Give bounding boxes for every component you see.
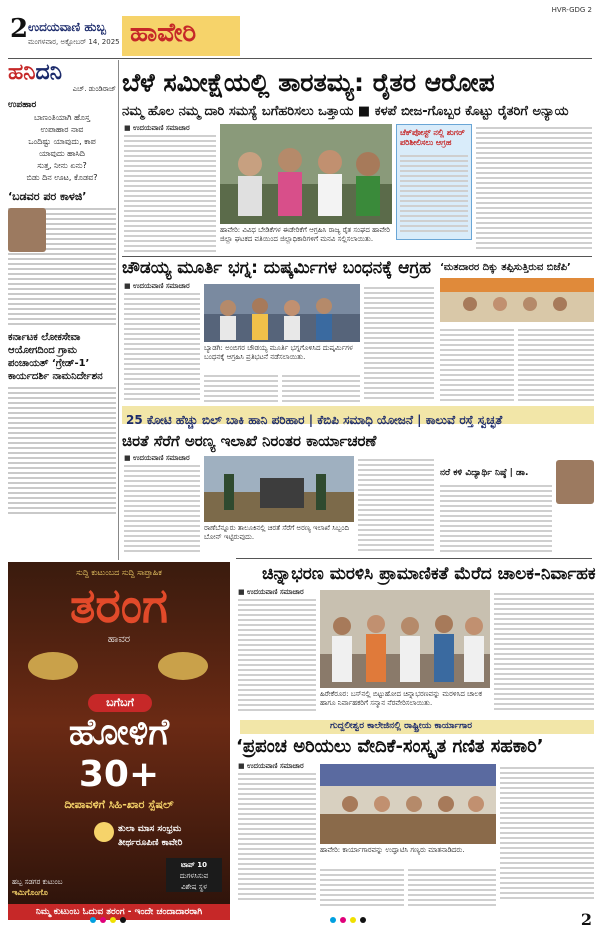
third-text-col [358, 456, 434, 554]
second-headline: ಚೌಡಯ್ಯ ಮೂರ್ತಿ ಭಗ್ನ: ದುಷ್ಕರ್ಮಿಗಳ ಬಂಧನಕ್ಕೆ ಆಗ್ರಹ [122, 258, 432, 278]
ad-special: ದೀಪಾವಳಿಗೆ ಸಿಹಿ-ಖಾರ ಸ್ಪೆಷಲ್ [64, 798, 174, 811]
poem-line: ಸುತ್ತ, ನೀನು ಏನು? [37, 161, 87, 170]
fifth-text-col [238, 770, 316, 906]
poem-line: ಯಾವುದು ಹಾಸಿದಿ [39, 149, 85, 158]
third-headline: ಚಿರತೆ ಸೆರೆಗೆ ಅರಣ್ಯ ಇಲಾಖೆ ನಿರಂತರ ಕಾರ್ಯಾಚರಣೆ [122, 432, 377, 450]
farmers-photo [220, 124, 392, 224]
second-text-col [124, 290, 200, 402]
column-divider [118, 60, 119, 560]
ad-line-2: ತೀರ್ಥರೂಪಿಣಿ ಕಾವೇರಿ [118, 838, 183, 848]
story-title: ಕರ್ನಾಟಕ ಲೋಕಸೇವಾ ಆಯೋಗದಿಂದ ಗ್ರಾಮ ಪಂಚಾಯತ್ ‘ಗ್ರೇಡ್-1’ ಕಾರ್ಯದರ್ಶಿ ನಾಮನಿರ್ದೇಶನ [8, 332, 103, 382]
fifth-headline: ‘ಪ್ರಪಂಚ ಅರಿಯಲು ವೇದಿಕೆ-ಸಂಸ್ಕೃತ ಗಣಿತ ಸಹಕಾರಿ’ [236, 736, 544, 757]
fourth-caption: ಹಿರೇಕೆರೂರ: ಬಸ್‌ನಲ್ಲಿ ಬಿಟ್ಟುಹೋದ ಚಿನ್ನಾಭರಣವನ್ನು ಮರಳಿಸಿದ ಚಾಲಕ ಹಾಗೂ ನಿರ್ವಾಹಕರಿಗೆ ಸನ್ಮಾನ ನೆರವೇರಿಸಲಾಯಿತು. [320, 690, 483, 707]
dateline: ಮಂಗಳವಾರ, ಅಕ್ಟೋಬರ್ 14, 2025 [28, 38, 120, 46]
fifth-text-col [500, 764, 594, 906]
ad-count: 30+ [78, 754, 160, 795]
fifth-byline: ■ ಉದಯವಾಣಿ ಸಮಾಚಾರ [238, 762, 304, 770]
left-column [8, 60, 116, 560]
main-byline: ■ ಉದಯವಾಣಿ ಸಮಾಚಾರ [124, 124, 190, 132]
right-box-headline: ‘ಮತದಾರರ ದಿಕ್ಕು ತಪ್ಪಿಸುತ್ತಿರುವ ಬಿಜೆಪಿ’ [440, 262, 571, 273]
right-text-col [440, 326, 514, 404]
poem-body [8, 112, 116, 184]
third-caption: ರಾಣೆಬೆನ್ನೂರು ತಾಲೂಕಿನಲ್ಲಿ ಚಿರತೆ ಸೆರೆಗೆ ಅರಣ್ಯ ಇಲಾಖೆ ಸಿಬ್ಬಂದಿ ಬೋನ್ ಇಟ್ಟಿರುವುದು. [204, 524, 350, 541]
header-rule [8, 58, 592, 59]
ad-top10-tag [166, 858, 222, 892]
section-rule [122, 256, 592, 257]
ad-foot-accent: ಇಮಿಗೊಂಗೊ [12, 888, 48, 897]
fourth-byline: ■ ಉದಯವಾಣಿ ಸಮಾಚಾರ [238, 588, 304, 596]
taranga-advert[interactable] [8, 562, 230, 920]
column-byline: ಎಚ್. ಡುಂಡಿರಾಜ್ [72, 85, 116, 93]
poem-line: ಬಾಣಂತಿಯಾಗಿ ಹೊಸ್ತ [34, 113, 90, 122]
second-text-col [282, 372, 360, 404]
ad-line-1: ತುಲಾ ಮಾಸ ಸಂಭ್ರಮ [118, 824, 182, 834]
second-text-col [364, 284, 434, 404]
workshop-photo [320, 764, 496, 844]
quote-title: ‘ಬಡವರ ಪರ ಕಾಳಜಿ’ [8, 190, 87, 203]
person-photo [8, 208, 46, 252]
ad-logo-icon [94, 822, 114, 842]
ad-tag-top: ಟಾಪ್ 10 [181, 861, 207, 869]
column-title-b: ದನಿ [35, 60, 62, 85]
footer-page-number: 2 [580, 910, 592, 928]
edition-code: HVR-GDG 2 [551, 6, 592, 14]
bjp-photo [440, 278, 594, 322]
ad-foot-small: ಹಬ್ಬ ಸಡಗರ ಕುಟುಂಬ [12, 878, 63, 886]
sidebar-text [400, 152, 468, 236]
main-text-col [476, 124, 592, 254]
third-byline: ■ ಉದಯವಾಣಿ ಸಮಾಚಾರ [124, 454, 190, 462]
leopard-cage-photo [204, 456, 354, 522]
fifth-caption: ಹಾವೇರಿ: ಕಾರ್ಯಾಗಾರವನ್ನು ಉದ್ಘಾಟಿಸಿ ಗಣ್ಯರು ಮಾತನಾಡಿದರು. [320, 846, 465, 854]
right-box2-headline: ನರೆ ಕಳಿ ವಿದ್ಯಾರ್ಥಿ ನಿಷ್ಠೆ | ಡಾ. [440, 468, 529, 478]
column-title-a: ಹನಿ [8, 60, 36, 85]
page-number: 2 [10, 14, 29, 44]
fifth-text-col [320, 866, 404, 908]
text-block [8, 387, 116, 514]
ad-brand: ತರಂಗ [69, 578, 169, 634]
section-title: ಹಾವೇರಿ [130, 18, 197, 48]
ad-tag-mid: ದುಗಳಸಿಸುವ [179, 872, 209, 880]
fifth-kicker: ಗುದ್ದಲೀಶ್ವರ ಕಾಲೇಜಿನಲ್ಲಿ ರಾಷ್ಟ್ರೀಯ ಕಾರ್ಯಾಗಾರ [330, 721, 472, 731]
column-title [8, 60, 116, 85]
main-text-col [124, 132, 216, 254]
poem-line: ಒಂದಿಷ್ಟು ಯಾವುದು, ಕಾಪ [28, 137, 96, 146]
right-text-col [440, 482, 552, 554]
fourth-headline: ಚಿನ್ನಾಭರಣ ಮರಳಿಸಿ ಪ್ರಾಮಾಣಿಕತೆ ಮೆರೆದ ಚಾಲಕ-ನಿರ್ವಾಹಕ [262, 564, 596, 584]
poem-line: ಬಿಡು ದಿನ ಊಟ, ಕೊಡವ? [26, 173, 98, 182]
print-registration-marks [0, 914, 600, 928]
protest-photo [204, 284, 360, 342]
second-byline: ■ ಉದಯವಾಣಿ ಸಮಾಚಾರ [124, 282, 190, 290]
felicitation-photo [320, 590, 490, 688]
third-text-col [124, 462, 200, 554]
sweet-plate-image [158, 652, 208, 680]
ad-top-line: ಸುದ್ದಿ ಕುಟುಂಬದ ಸುದ್ದಿ ಸಾಪ್ತಾಹಿಕ [76, 568, 162, 577]
masthead: ಉದಯವಾಣಿ ಹುಬ್ಬ [28, 20, 106, 34]
ad-tag-bot: ವಿಶೇಷ ಸ್ಥಳ [181, 883, 207, 891]
fourth-text-col [494, 590, 594, 716]
ad-pill: ಬಗೆಬಗೆ [88, 694, 152, 712]
ad-big-word: ಹೋಳಿಗೆ [68, 712, 170, 753]
main-headline: ಬೆಳೆ ಸಮೀಕ್ಷೆಯಲ್ಲಿ ತಾರತಮ್ಯ: ರೈತರ ಆರೋಪ [122, 68, 495, 97]
ad-brand-sub: ಹಾವರ [107, 634, 131, 645]
poem-line: ಉಪಾಹಾರ ನಾವ [40, 125, 84, 134]
ticker-text: 25 ಕೋಟಿ ಹೆಚ್ಚು ಬಿಲ್ ಬಾಕಿ ಹಾನಿ ಪರಿಹಾರ | ಕೆಬಿಪಿ ಸಮಾಧಿ ಯೋಜನೆ | ಕಾಲುವೆ ರಸ್ತೆ ಸ್ವಚ್ಛತೆ [126, 413, 503, 427]
section-rule [236, 558, 592, 559]
ad-footer: ನಿಮ್ಮ ಕುಟುಂಬ ಓದುವ ತರಂಗ - ಇಂದೇ ಚಂದಾದಾರರಾಗಿ [8, 904, 230, 920]
main-subhead: ನಮ್ಮ ಹೊಲ ನಮ್ಮ ದಾರಿ ಸಮಸ್ಯೆ ಬಗೆಹರಿಸಲು ಒತ್ತಾಯ ■ ಕಳಪೆ ಬೀಜ-ಗೊಬ್ಬರ ಕೊಟ್ಟು ರೈತರಿಗೆ ಅನ್ಯಾಯ [122, 104, 569, 119]
fifth-text-col [408, 866, 496, 908]
fourth-text-col [238, 596, 316, 716]
doctor-photo [556, 460, 594, 504]
right-text-col [518, 326, 594, 404]
sidebar-headline: ಚೆಕ್‌ಪೋಸ್ಟ್‌ ನಲ್ಲಿ ಶುಗರ್ ಪರಿಶೀಲಿಸಲು ಆಗ್ರಹ [400, 128, 465, 147]
poem-title: ಉಪಹಾರ [8, 100, 37, 110]
second-caption: ಬ್ಯಾಡಗಿ: ಅಂಬಿಗರ ಚೌಡಯ್ಯ ಮೂರ್ತಿ ಭಗ್ನಗೊಳಿಸಿದ ದುಷ್ಕರ್ಮಿಗಳ ಬಂಧನಕ್ಕೆ ಆಗ್ರಹಿಸಿ ಪ್ರತಿಭಟನೆ ನಡೆಸಲಾಯಿತು. [204, 344, 353, 361]
sweet-plate-image [28, 652, 78, 680]
second-text-col [204, 372, 278, 404]
page-header [0, 0, 600, 58]
main-caption: ಹಾವೇರಿ: ವಿವಿಧ ಬೇಡಿಕೆಗಳ ಈಡೇರಿಕೆಗೆ ಆಗ್ರಹಿಸಿ ರಾಜ್ಯ ರೈತ ಸಂಘದ ಹಾವೇರಿ ಜಿಲ್ಲಾ ಘಟಕದ ವತಿಯಿಂದ ಜಿಲ್ಲಾಧಿಕಾರಿಗಳಿಗೆ ಮನವಿ ಸಲ್ಲಿಸಲಾಯಿತು. [220, 226, 390, 243]
